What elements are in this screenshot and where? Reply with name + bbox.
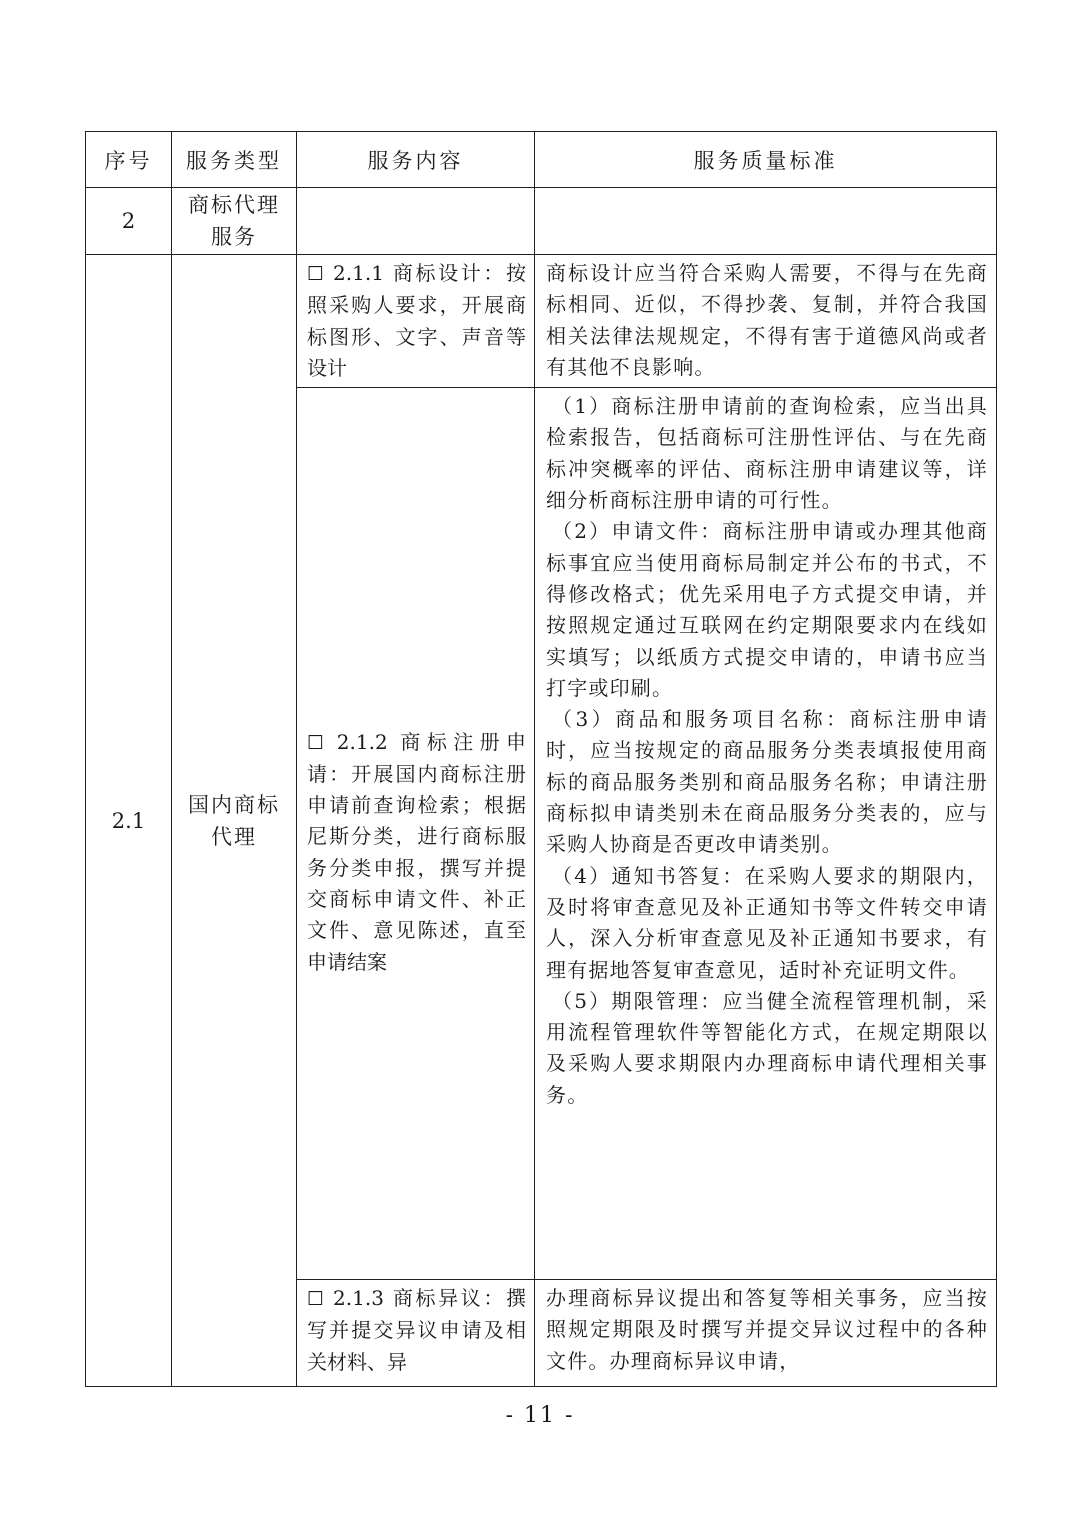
content-2-1-3 — [297, 1280, 535, 1387]
standard-paragraph: （4）通知书答复：在采购人要求的期限内，及时将审查意见及补正通知书等文件转交申请人，深入分析审查意见及补正通知书要求，有理有据地答复审查意见，适时补充证明文件。 — [546, 863, 988, 982]
checkbox-icon[interactable]: ☐ — [307, 263, 325, 285]
row-2-type: 商标代理服务 — [188, 193, 280, 249]
header-type: 服务类型 — [172, 132, 297, 188]
row-2-1-no: 2.1 — [86, 255, 172, 1387]
standard-paragraph: （1）商标注册申请前的查询检索，应当出具检索报告，包括商标可注册性评估、与在先商标冲突概率的评估、商标注册申请建议等，详细分析商标注册申请的可行性。 — [546, 394, 988, 513]
content-text: 2.1.1 商标设计：按照采购人要求，开展商标图形、文字、声音等设计 — [307, 261, 527, 380]
checkbox-icon[interactable]: ☐ — [307, 1288, 325, 1311]
table-row-2-1-1 — [86, 255, 997, 388]
content-2-1-1 — [297, 255, 535, 388]
page-number: - 11 - — [505, 1403, 575, 1428]
header-no: 序号 — [86, 132, 172, 188]
table-row-2 — [86, 188, 997, 255]
content-2-1-2 — [297, 388, 535, 1280]
row-2-content-empty — [297, 188, 535, 255]
standard-paragraph: （5）期限管理：应当健全流程管理机制，采用流程管理软件等智能化方式，在规定期限以及采购人要求期限内办理商标申请代理相关事务。 — [546, 988, 988, 1107]
header-row — [86, 132, 997, 188]
header-content: 服务内容 — [297, 132, 535, 188]
row-2-1-type: 国内商标代理 — [188, 792, 280, 849]
standard-2-1-2 — [535, 388, 997, 1280]
checkbox-icon[interactable]: ☐ — [307, 731, 325, 754]
service-table — [85, 131, 997, 1387]
standard-paragraph: 商标设计应当符合采购人需要，不得与在先商标相同、近似，不得抄袭、复制，并符合我国相关法律法规规定，不得有害于道德风尚或者有其他不良影响。 — [546, 261, 988, 379]
row-2-standard-empty — [535, 188, 997, 255]
standard-paragraph: 办理商标异议提出和答复等相关事务，应当按照规定期限及时撰写并提交异议过程中的各种文件。办理商标异议申请， — [546, 1286, 988, 1373]
standard-2-1-1 — [535, 255, 997, 388]
content-text: 2.1.3 商标异议：撰写并提交异议申请及相关材料、异 — [307, 1286, 526, 1374]
header-standard: 服务质量标准 — [535, 132, 997, 188]
standard-2-1-3 — [535, 1280, 997, 1387]
standard-paragraph: （3）商品和服务项目名称：商标注册申请时，应当按规定的商品服务分类表填报使用商标的商品服务类别和商品服务名称；申请注册商标拟申请类别未在商品服务分类表的，应与采购人协商是否更改申请类别。 — [546, 707, 988, 857]
row-2-no: 2 — [86, 188, 172, 255]
standard-paragraph: （2）申请文件：商标注册申请或办理其他商标事宜应当使用商标局制定并公布的书式，不得修改格式；优先采用电子方式提交申请，并按照规定通过互联网在约定期限要求内在线如实填写；以纸质方式提交申请的，申请书应当打字或印刷。 — [546, 519, 988, 700]
content-text: 2.1.2 商标注册申请：开展国内商标注册申请前查询检索；根据尼斯分类，进行商标服务分类申报，撰写并提交商标申请文件、补正文件、意见陈述，直至申请结案 — [307, 729, 526, 974]
